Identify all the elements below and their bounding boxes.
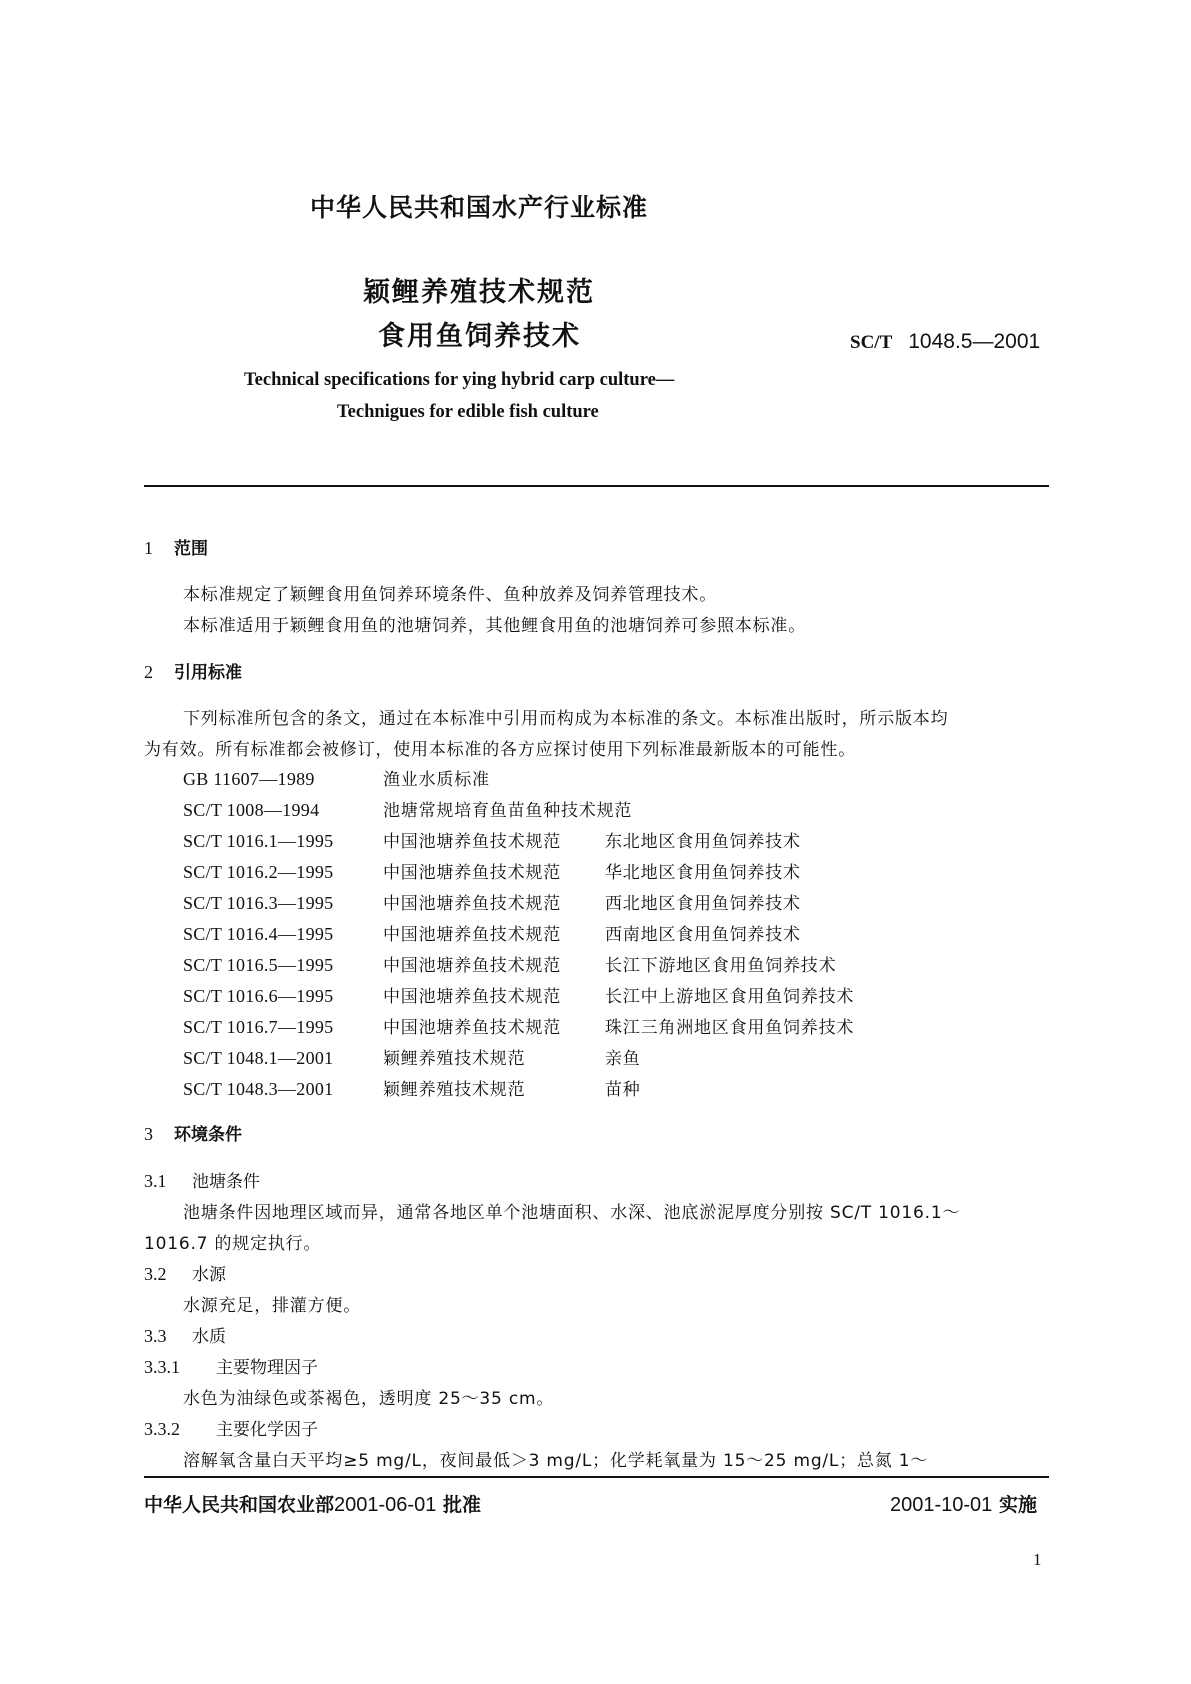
section-3-1-line1: 池塘条件因地理区域而异，通常各地区单个池塘面积、水深、池底淤泥厚度分别按 SC/T 1016.1～ [183,1203,961,1223]
reference-item: SC/T 1016.2—1995 中国池塘养鱼技术规范 华北地区食用鱼饲养技术 [183,862,801,883]
approval-org: 中华人民共和国农业部 [144,1494,335,1516]
section-3-3-2-text: 溶解氧含量白天平均≥5 mg/L，夜间最低＞3 mg/L；化学耗氧量为 15～25 mg/L；总氮 1～ [183,1451,929,1471]
title-cn-line2: 食用鱼饲养技术 [378,321,581,352]
section-1-heading: 1 范围 [144,538,208,559]
standard-code-prefix: SC/T [850,332,893,353]
title-cn-line1: 颖鲤养殖技术规范 [363,277,595,308]
section-3-3-2-heading: 3.3.2 主要化学因子 [144,1419,318,1440]
section-3-3-1-heading: 3.3.1 主要物理因子 [144,1357,318,1378]
section-2-para-line2: 为有效。所有标准都会被修订，使用本标准的各方应探讨使用下列标准最新版本的可能性。 [144,740,856,760]
footer-divider [144,1476,1049,1478]
section-1-para-2: 本标准适用于颖鲤食用鱼的池塘饲养，其他鲤食用鱼的池塘饲养可参照本标准。 [183,616,806,636]
section-3-2-text: 水源充足，排灌方便。 [183,1296,361,1316]
section-1-para-1: 本标准规定了颖鲤食用鱼饲养环境条件、鱼种放养及饲养管理技术。 [183,585,717,605]
section-3-2-heading: 3.2 水源 [144,1264,226,1285]
issuing-authority: 中华人民共和国水产行业标准 [310,193,649,222]
section-3-1-heading: 3.1 池塘条件 [144,1171,260,1192]
implementation-line [890,1490,1037,1517]
reference-item: SC/T 1016.5—1995 中国池塘养鱼技术规范 长江下游地区食用鱼饲养技术 [183,955,837,976]
reference-item: SC/T 1008—1994 池塘常规培育鱼苗鱼种技术规范 [183,800,633,821]
reference-item: SC/T 1016.6—1995 中国池塘养鱼技术规范 长江中上游地区食用鱼饲养技术 [183,986,855,1007]
reference-item: SC/T 1048.1—2001 颖鲤养殖技术规范 亲鱼 [183,1048,641,1069]
header-divider [144,485,1049,487]
approval-label: 批准 [442,1494,481,1516]
title-en-line1: Technical specifications for ying hybrid carp culture— [244,370,675,390]
approval-line [144,1490,481,1517]
title-en-line2: Technigues for edible fish culture [337,402,599,422]
reference-item: SC/T 1048.3—2001 颖鲤养殖技术规范 苗种 [183,1079,641,1100]
reference-item: GB 11607—1989 渔业水质标准 [183,769,490,790]
section-2-heading: 2 引用标准 [144,662,242,683]
reference-item: SC/T 1016.3—1995 中国池塘养鱼技术规范 西北地区食用鱼饲养技术 [183,893,801,914]
standard-code-number: 1048.5—2001 [908,330,1041,353]
implementation-label: 实施 [998,1494,1037,1516]
section-2-para-line1: 下列标准所包含的条文，通过在本标准中引用而构成为本标准的条文。本标准出版时，所示版本均 [183,709,949,729]
standard-code [850,330,1040,354]
reference-item: SC/T 1016.4—1995 中国池塘养鱼技术规范 西南地区食用鱼饲养技术 [183,924,801,945]
section-3-1-line2: 1016.7 的规定执行。 [144,1234,322,1254]
approval-date: 2001-06-01 [334,1494,437,1516]
reference-item: SC/T 1016.1—1995 中国池塘养鱼技术规范 东北地区食用鱼饲养技术 [183,831,801,852]
implementation-date: 2001-10-01 [890,1494,993,1516]
section-3-3-1-text: 水色为油绿色或茶褐色，透明度 25～35 cm。 [183,1389,555,1409]
page-number: 1 [1033,1550,1042,1569]
reference-item: SC/T 1016.7—1995 中国池塘养鱼技术规范 珠江三角洲地区食用鱼饲养技术 [183,1017,855,1038]
section-3-3-heading: 3.3 水质 [144,1326,226,1347]
section-3-heading: 3 环境条件 [144,1124,242,1145]
